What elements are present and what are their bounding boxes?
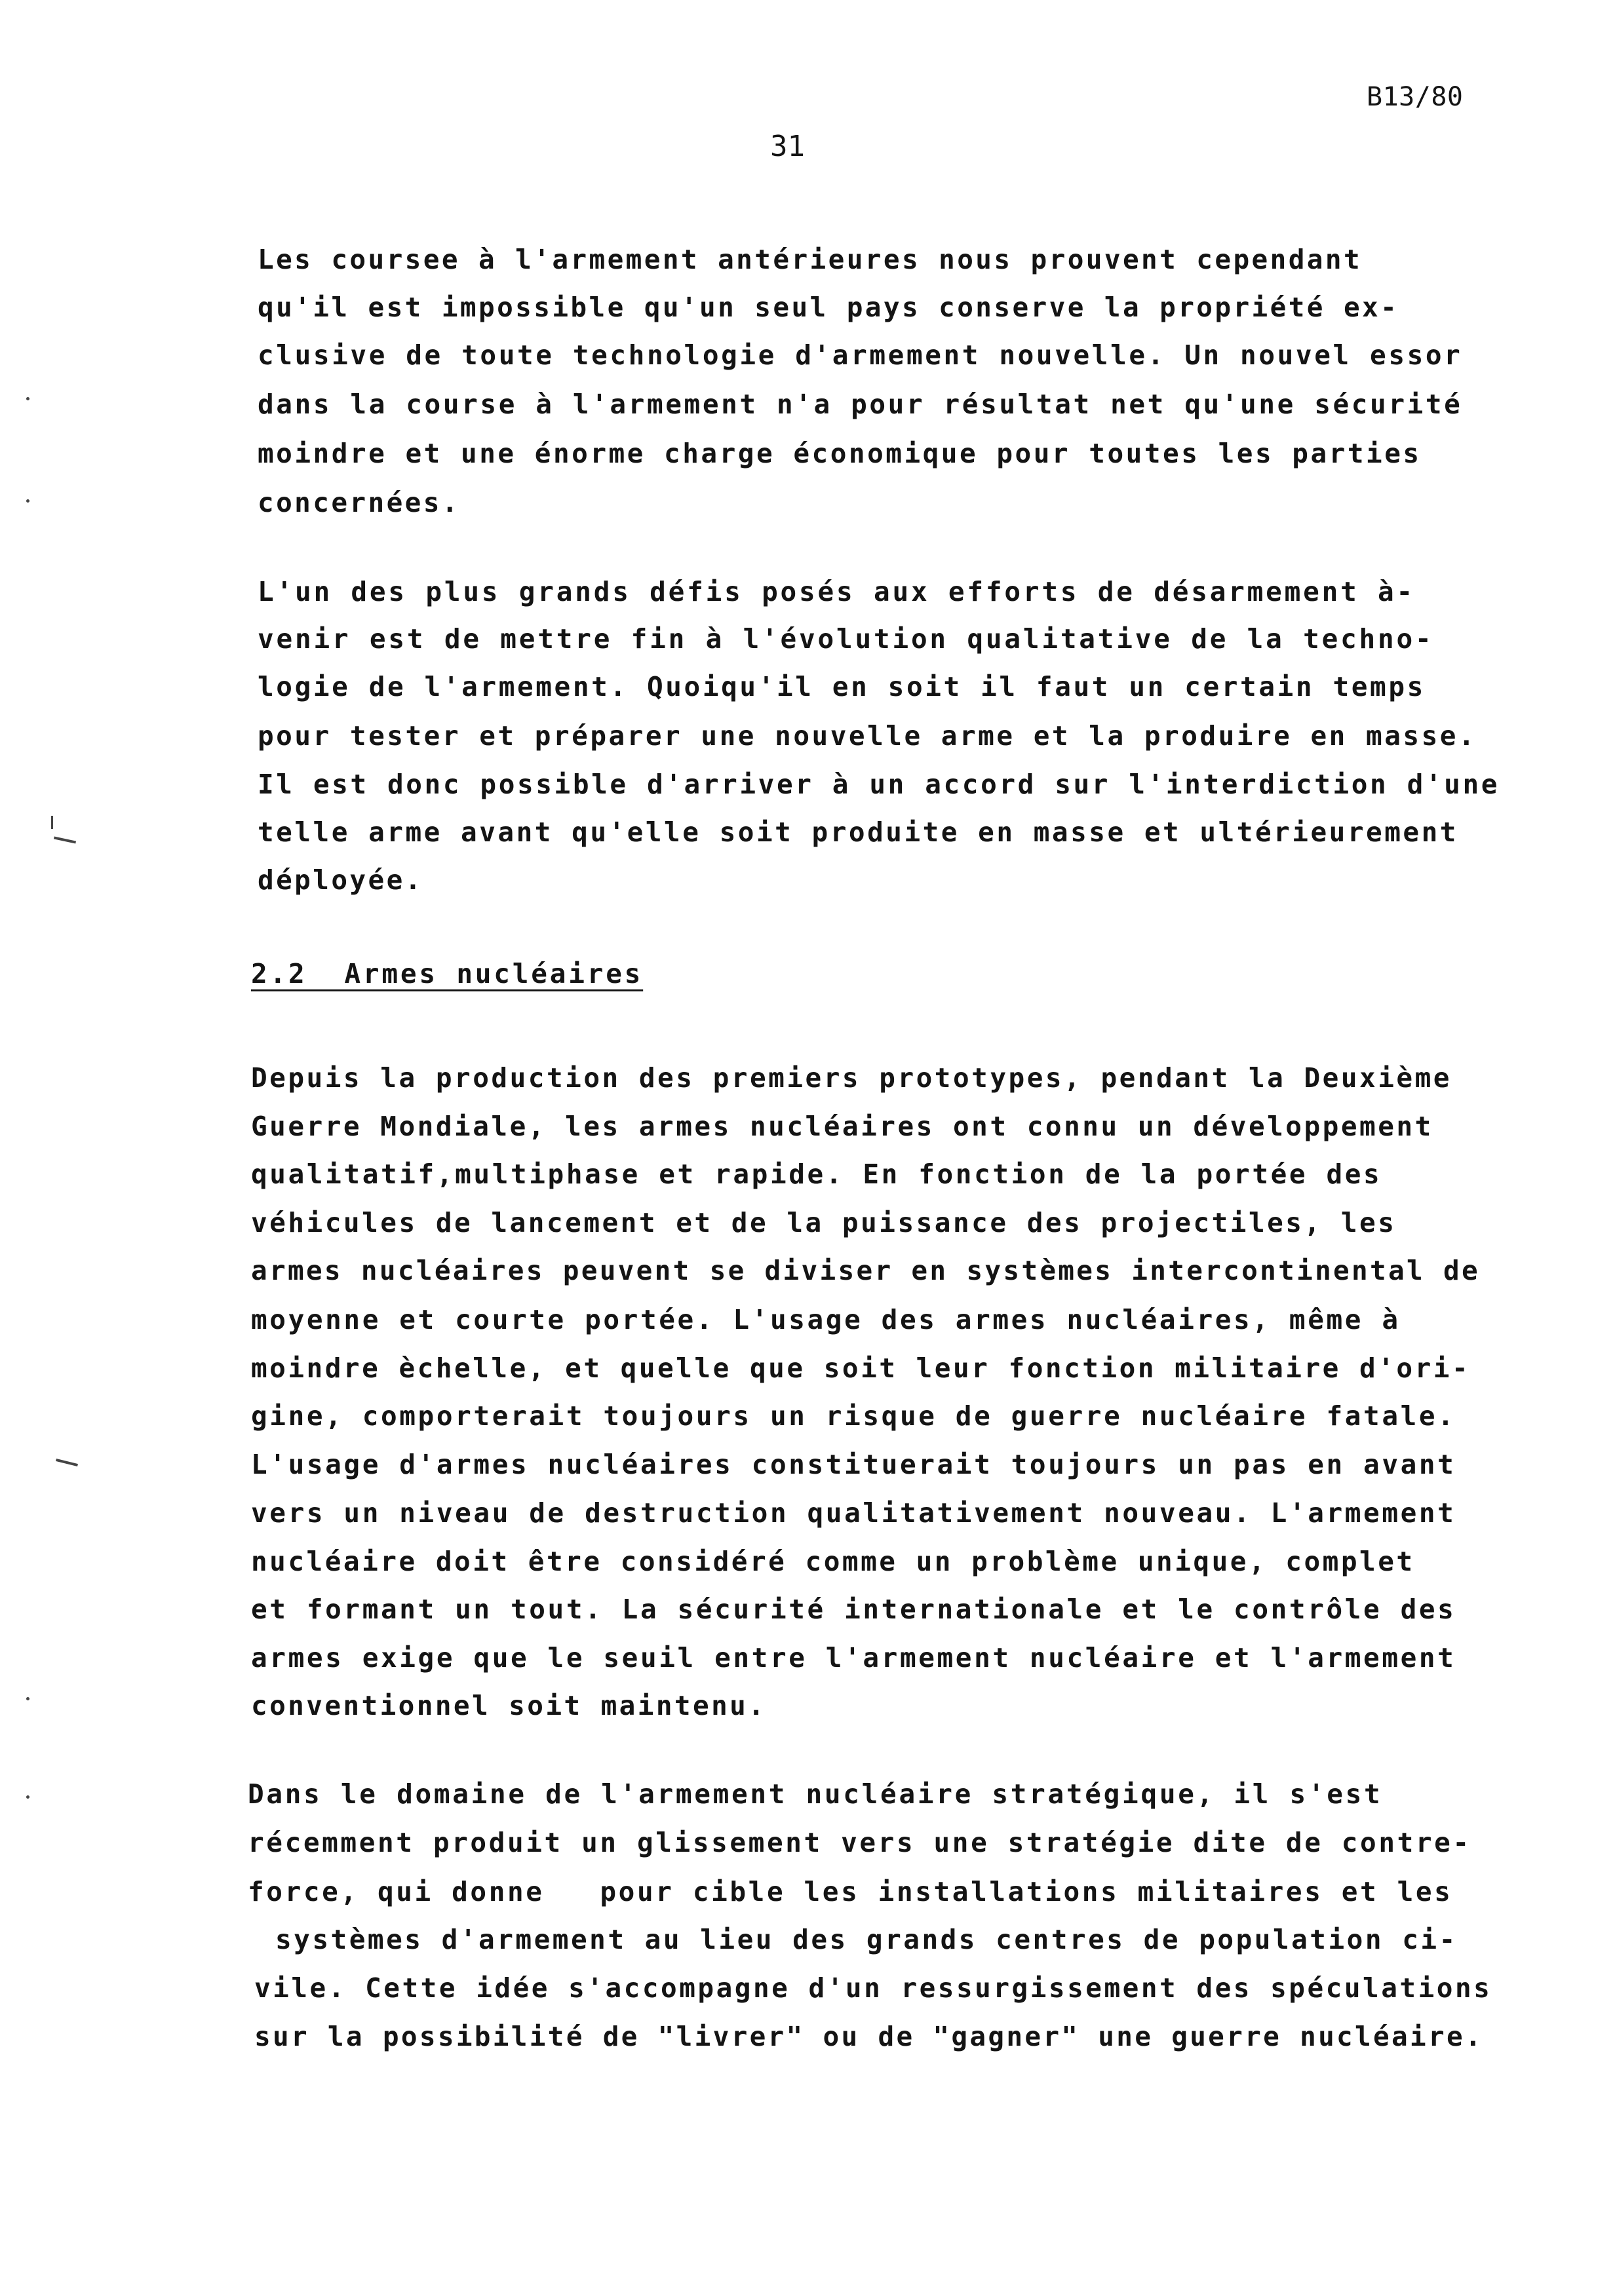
text-line: qu'il est impossible qu'un seul pays conserve la propriété ex- — [258, 292, 1399, 323]
document-reference: B13/80 — [1367, 82, 1464, 112]
text-line: vers un niveau de destruction qualitativement nouveau. L'armement — [251, 1497, 1456, 1529]
text-line: vile. Cette idée s'accompagne d'un ressurgissement des spéculations — [254, 1972, 1492, 2004]
text-line: Il est donc possible d'arriver à un accord sur l'interdiction d'une — [258, 769, 1500, 800]
text-line: force, qui donne pour cible les installations militaires et les — [248, 1876, 1453, 1907]
text-line: qualitatif,multiphase et rapide. En fonction de la portée des — [251, 1158, 1382, 1190]
text-line: venir est de mettre fin à l'évolution qualitative de la techno- — [258, 623, 1434, 655]
text-line: armes exige que le seuil entre l'armement nucléaire et l'armement — [251, 1642, 1456, 1674]
text-line: et formant un tout. La sécurité internationale et le contrôle des — [251, 1594, 1456, 1625]
text-line: gine, comporterait toujours un risque de guerre nucléaire fatale. — [251, 1400, 1456, 1432]
text-line: déployée. — [258, 864, 423, 896]
text-line: moindre èchelle, et quelle que soit leur fonction militaire d'ori- — [251, 1352, 1471, 1384]
margin-mark — [51, 816, 53, 829]
text-line: pour tester et préparer une nouvelle arme et la produire en masse. — [258, 720, 1477, 752]
text-line: telle arme avant qu'elle soit produite en masse et ultérieurement — [258, 816, 1458, 848]
section-heading: 2.2 Armes nucléaires — [251, 958, 644, 989]
text-line: armes nucléaires peuvent se diviser en systèmes intercontinental de — [251, 1255, 1480, 1286]
text-line: Depuis la production des premiers prototypes, pendant la Deuxième — [251, 1062, 1452, 1094]
text-line: systèmes d'armement au lieu des grands centres de population ci- — [275, 1924, 1458, 1955]
text-line: nucléaire doit être considéré comme un problème unique, complet — [251, 1546, 1415, 1577]
text-line: récemment produit un glissement vers une stratégie dite de contre- — [248, 1827, 1471, 1858]
margin-mark — [26, 1697, 29, 1700]
margin-mark — [56, 1459, 78, 1466]
text-line: moyenne et courte portée. L'usage des armes nucléaires, même à — [251, 1304, 1401, 1335]
text-line: véhicules de lancement et de la puissance des projectiles, les — [251, 1207, 1397, 1238]
text-line: Dans le domaine de l'armement nucléaire stratégique, il s'est — [248, 1778, 1383, 1810]
text-line: clusive de toute technologie d'armement nouvelle. Un nouvel essor — [258, 339, 1463, 371]
page-number: 31 — [770, 130, 805, 163]
text-line: conventionnel soit maintenu. — [251, 1690, 767, 1721]
margin-mark — [26, 1795, 29, 1799]
text-line: L'usage d'armes nucléaires constituerait toujours un pas en avant — [251, 1449, 1456, 1480]
text-line: L'un des plus grands défis posés aux efforts de désarmement à- — [258, 576, 1416, 607]
text-line: concernées. — [258, 487, 460, 518]
margin-mark — [54, 837, 76, 844]
text-line: sur la possibilité de "livrer" ou de "gagner" une guerre nucléaire. — [254, 2021, 1483, 2052]
margin-mark — [26, 499, 29, 503]
margin-mark — [26, 397, 29, 400]
text-line: Les coursee à l'armement antérieures nous prouvent cependant — [258, 244, 1363, 275]
text-line: dans la course à l'armement n'a pour résultat net qu'une sécurité — [258, 389, 1463, 420]
text-line: moindre et une énorme charge économique pour toutes les parties — [258, 438, 1422, 469]
text-line: logie de l'armement. Quoiqu'il en soit il faut un certain temps — [258, 671, 1426, 702]
text-line: Guerre Mondiale, les armes nucléaires ont connu un développement — [251, 1111, 1433, 1142]
